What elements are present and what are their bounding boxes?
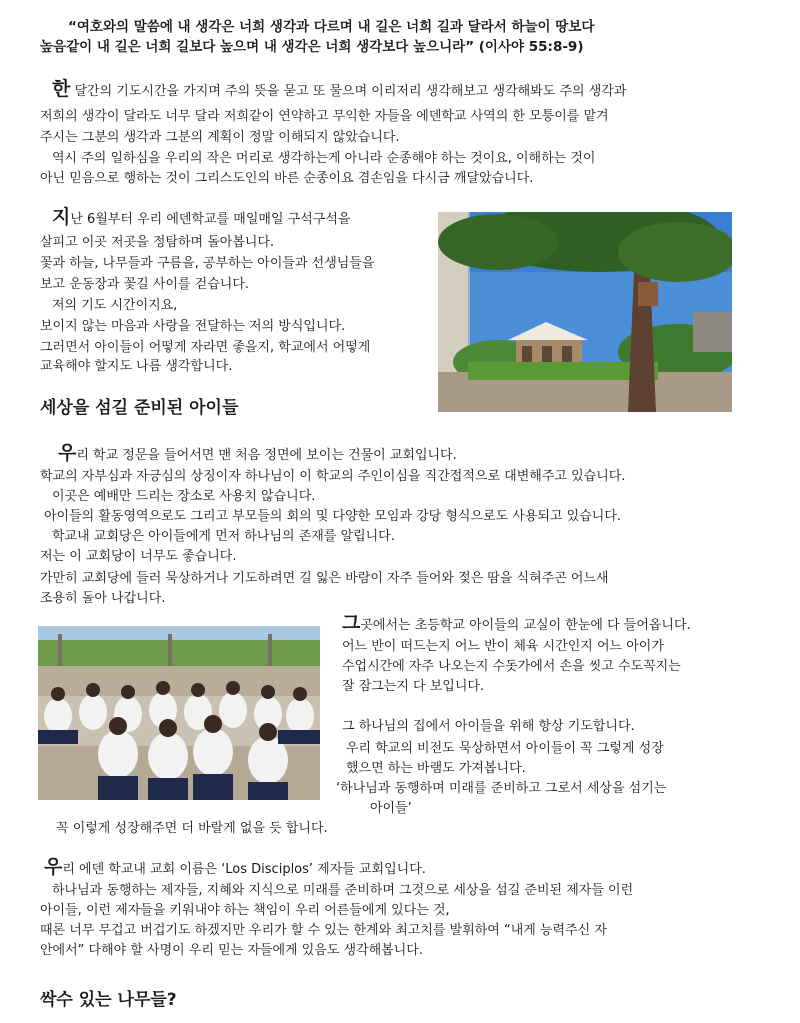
school-church-photo — [438, 212, 732, 412]
church-line-5: 안에서” 다해야 할 사명이 우리 믿는 자들에게 있음도 생각해봅니다. — [40, 943, 423, 958]
drop-cap: 그 — [342, 612, 361, 634]
walk-line-3: 꽃과 하늘, 나무들과 구름을, 공부하는 아이들과 선생님들을 — [40, 256, 375, 271]
intro-line-3: 주시는 그분의 생각과 그분의 계획이 정말 이해되지 않았습니다. — [40, 130, 400, 145]
walk-line-6: 보이지 않는 마음과 사랑을 전달하는 저의 방식입니다. — [40, 319, 346, 334]
classroom-line-1: 그곳에서는 초등학교 아이들의 교실이 한눈에 다 들어옵니다. — [342, 612, 691, 634]
section1-line-4: 아이들의 활동영역으로도 그리고 부모들의 회의 및 다양한 모임과 강당 형식으로도 사용되고 있습니다. — [44, 509, 622, 524]
drop-cap: 우 — [58, 442, 77, 464]
intro-line-1: 한 달간의 기도시간을 가지며 주의 뜻을 묻고 또 물으며 이리저리 생각해보고 생각해봐도 주의 생각과 — [52, 78, 627, 100]
church-line-2: 하나님과 동행하는 제자들, 지혜와 지식으로 미래를 준비하며 그것으로 세상을 섬길 준비된 제자들 이런 — [52, 883, 634, 898]
section1-line-3: 이곳은 예배만 드리는 장소로 사용치 않습니다. — [52, 489, 316, 504]
section1-line-8: 조용히 돌아 나갑니다. — [40, 591, 166, 606]
section1-line-1: 우리 학교 정문을 들어서면 맨 처음 정면에 보이는 건물이 교회입니다. — [58, 442, 457, 464]
classroom-line-3: 수업시간에 자주 나오는지 수돗가에서 손을 씻고 수도꼭지는 — [342, 659, 681, 674]
section-title-ready-children: 세상을 섬길 준비된 아이들 — [40, 398, 239, 418]
section1-line-2: 학교의 자부심과 자긍심의 상징이자 하나님이 이 학교의 주인이심을 직간접적으로 대변해주고 있습니다. — [40, 469, 626, 484]
bible-quote-line-1: “여호와의 말씀에 내 생각은 너희 생각과 다르며 내 길은 너희 길과 달라서 하늘이 땅보다 — [68, 19, 595, 35]
students-image — [38, 626, 320, 800]
walk-line-8: 교육해야 할지도 나름 생각합니다. — [40, 359, 233, 374]
drop-cap: 우 — [44, 856, 63, 878]
section1-line-6: 저는 이 교회당이 너무도 좋습니다. — [40, 549, 237, 564]
walk-line-1: 지난 6월부터 우리 에덴학교를 매일매일 구석구석을 — [52, 206, 351, 228]
walk-line-5: 저의 기도 시간이지요, — [52, 298, 178, 313]
classroom-line-6: 우리 학교의 비전도 묵상하면서 아이들이 꼭 그렇게 성장 — [346, 741, 664, 756]
drop-cap: 지 — [52, 206, 71, 228]
church-line-3: 아이들, 이런 제자들을 키워내야 하는 책임이 우리 어른들에게 있다는 것, — [40, 903, 450, 918]
drop-cap: 한 — [52, 78, 71, 100]
classroom-line-2: 어느 반이 떠드는지 어느 반이 체육 시간인지 어느 아이가 — [342, 639, 664, 654]
section1-line-7: 가만히 교회당에 들러 묵상하거나 기도하려면 길 잃은 바람이 자주 들어와 젖은 땀을 식혀주곤 어느새 — [40, 571, 609, 586]
church-line-1: 우리 에덴 학교내 교회 이름은 ‘Los Disciplos’ 제자들 교회입니다. — [44, 856, 426, 878]
classroom-line-8: ‘하나님과 동행하며 미래를 준비하고 그로서 세상을 섬기는 — [336, 781, 667, 796]
walk-line-4: 보고 운동장과 꽃길 사이를 걷습니다. — [40, 277, 250, 292]
bible-quote-line-2: 높음같이 내 길은 너희 길보다 높으며 내 생각은 너희 생각보다 높으니라” (이사야 55:8-9) — [40, 39, 584, 55]
classroom-line-4: 잘 잠그는지 다 보입니다. — [342, 679, 485, 694]
classroom-line-10: 꼭 이렇게 성장해주면 더 바랄게 없을 듯 합니다. — [56, 821, 328, 836]
church-line-4: 때론 너무 무겁고 버겁기도 하겠지만 우리가 할 수 있는 한계와 최고치를 발휘하여 “내게 능력주신 자 — [40, 923, 607, 938]
intro-line-4: 역시 주의 일하심을 우리의 작은 머리로 생각하는게 아니라 순종해야 하는 것이요, 이해하는 것이 — [52, 151, 596, 166]
classroom-line-5: 그 하나님의 집에서 아이들을 위해 항상 기도합니다. — [342, 719, 635, 734]
section-title-promising-trees: 싹수 있는 나무들? — [40, 990, 177, 1010]
walk-line-2: 살피고 이곳 저곳을 정탐하며 돌아봅니다. — [40, 235, 275, 250]
intro-line-5: 아닌 믿음으로 행하는 것이 그리스도인의 바른 순종이요 겸손임을 다시금 깨달았습니다. — [40, 171, 534, 186]
walk-line-7: 그러면서 아이들이 어떻게 자라면 좋을지, 학교에서 어떻게 — [40, 340, 371, 355]
intro-line-2: 저희의 생각이 달라도 너무 달라 저희같이 연약하고 무익한 자들을 에덴학교 사역의 한 모퉁이를 맡겨 — [40, 109, 609, 124]
classroom-line-7: 했으면 하는 바램도 가져봅니다. — [346, 761, 526, 776]
classroom-line-9: 아이들’ — [370, 801, 412, 816]
students-photo — [38, 626, 320, 800]
school-church-image — [438, 212, 732, 412]
section1-line-5: 학교내 교회당은 아이들에게 먼저 하나님의 존재를 알립니다. — [52, 529, 395, 544]
